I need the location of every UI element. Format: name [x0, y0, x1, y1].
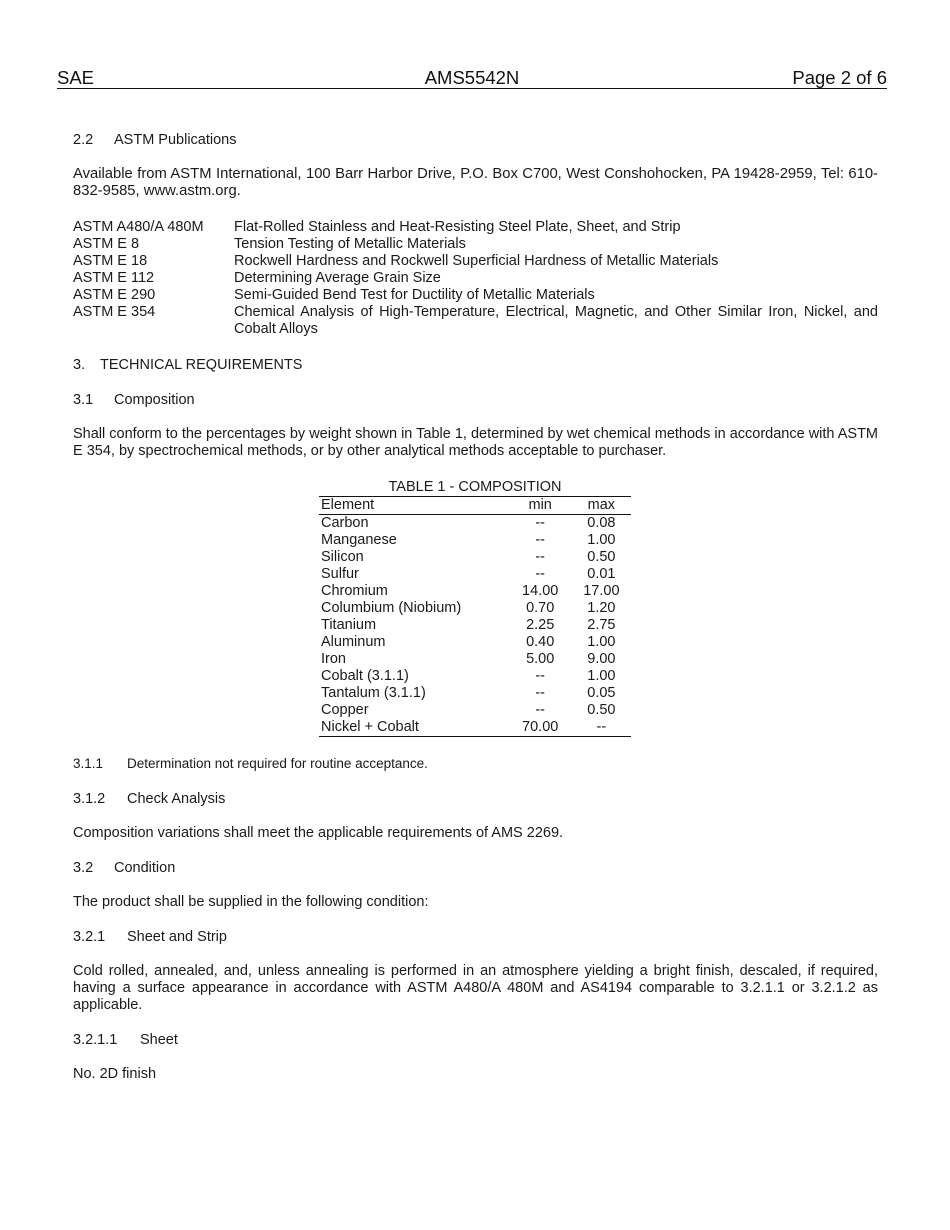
- header-org: SAE: [57, 67, 95, 88]
- max-cell: --: [596, 719, 607, 735]
- section-number: 3.1.2: [73, 791, 106, 807]
- element-cell: Titanium: [321, 617, 377, 633]
- section-title: Condition: [114, 860, 176, 876]
- reference-title: Semi-Guided Bend Test for Ductility of Metallic Materials: [234, 287, 595, 303]
- table-row: [319, 651, 631, 668]
- element-cell: Sulfur: [321, 566, 359, 582]
- section-title: Sheet: [140, 1032, 178, 1048]
- max-cell: 1.20: [587, 600, 616, 616]
- reference-title: Tension Testing of Metallic Materials: [234, 236, 466, 252]
- section-2-2-heading: [73, 131, 878, 149]
- table-row: [319, 668, 631, 685]
- header-page-number: Page 2 of 6: [792, 67, 887, 88]
- section-title: TECHNICAL REQUIREMENTS: [100, 357, 303, 373]
- max-cell: 0.08: [587, 515, 616, 531]
- max-cell: 2.75: [587, 617, 616, 633]
- reference-row: [73, 253, 878, 270]
- reference-title: Determining Average Grain Size: [234, 270, 441, 286]
- column-header-element: Element: [321, 497, 375, 513]
- composition-paragraph: Shall conform to the percentages by weight shown in Table 1, determined by wet chemical methods in accordance with ASTM E 354, by spectrochemical methods, or by other analytical methods acceptable to purchaser.: [73, 426, 878, 459]
- table-1-title: TABLE 1 - COMPOSITION: [388, 479, 562, 495]
- sheet-and-strip-paragraph: Cold rolled, annealed, and, unless annealing is performed in an atmosphere yielding a bright finish, descaled, if required, having a surface appearance in accordance with ASTM A480/A 480M and AS4194 comparable to 3.2.1.1 or 3.2.1.2 as applicable.: [73, 963, 878, 1013]
- max-cell: 17.00: [583, 583, 620, 599]
- max-cell: 0.05: [587, 685, 616, 701]
- section-number: 3.1.1: [73, 756, 104, 771]
- element-cell: Cobalt (3.1.1): [321, 668, 409, 684]
- table-row: [319, 583, 631, 600]
- min-cell: 0.70: [526, 600, 555, 616]
- reference-title: Rockwell Hardness and Rockwell Superficial Hardness of Metallic Materials: [234, 253, 719, 269]
- max-cell: 0.50: [587, 549, 616, 565]
- min-cell: --: [535, 702, 546, 718]
- element-cell: Chromium: [321, 583, 388, 599]
- max-cell: 0.01: [587, 566, 616, 582]
- reference-code: ASTM A480/A 480M: [73, 219, 204, 235]
- reference-row: [73, 270, 878, 287]
- reference-row: [73, 219, 878, 236]
- table-row: [319, 515, 631, 533]
- page-header: [57, 67, 887, 89]
- section-number: 3.1: [73, 392, 94, 408]
- table-row: [319, 617, 631, 634]
- min-cell: --: [535, 668, 546, 684]
- astm-availability-paragraph: Available from ASTM International, 100 Barr Harbor Drive, P.O. Box C700, West Conshohocken, PA 19428-2959, Tel: 610-832-9585, www.astm.org.: [73, 166, 878, 199]
- condition-paragraph: The product shall be supplied in the following condition:: [73, 894, 429, 910]
- element-cell: Copper: [321, 702, 369, 718]
- section-3-1-heading: [73, 391, 878, 409]
- table-row: [319, 719, 631, 737]
- reference-code: ASTM E 8: [73, 236, 140, 252]
- section-number: 3.: [73, 357, 86, 373]
- section-title: ASTM Publications: [114, 132, 237, 148]
- min-cell: --: [535, 549, 546, 565]
- max-cell: 1.00: [587, 532, 616, 548]
- reference-title: Flat-Rolled Stainless and Heat-Resisting Steel Plate, Sheet, and Strip: [234, 219, 681, 235]
- min-cell: --: [535, 532, 546, 548]
- min-cell: 5.00: [526, 651, 555, 667]
- section-3-2-1-heading: [73, 928, 878, 946]
- max-cell: 1.00: [587, 668, 616, 684]
- table-row: [319, 532, 631, 549]
- section-number: 2.2: [73, 132, 94, 148]
- section-number: 3.2.1: [73, 929, 106, 945]
- column-header-max: max: [587, 497, 616, 513]
- table-row: [319, 702, 631, 719]
- element-cell: Iron: [321, 651, 346, 667]
- max-cell: 0.50: [587, 702, 616, 718]
- section-number: 3.2: [73, 860, 94, 876]
- reference-code: ASTM E 290: [73, 287, 156, 303]
- section-title: Check Analysis: [127, 791, 226, 807]
- section-3-2-heading: [73, 859, 878, 877]
- reference-title: Chemical Analysis of High-Temperature, Electrical, Magnetic, and Other Similar Iron, Nickel, and Cobalt Alloys: [234, 304, 878, 337]
- astm-reference-list: [73, 219, 878, 338]
- table-row: [319, 634, 631, 651]
- table-row: [319, 566, 631, 583]
- reference-row: [73, 236, 878, 253]
- section-3-1-1: [73, 755, 878, 773]
- element-cell: Nickel + Cobalt: [321, 719, 419, 735]
- section-title: Sheet and Strip: [127, 929, 227, 945]
- max-cell: 9.00: [587, 651, 616, 667]
- page-body: [73, 131, 878, 1083]
- min-cell: --: [535, 515, 546, 531]
- reference-row: [73, 304, 878, 338]
- check-analysis-paragraph: Composition variations shall meet the applicable requirements of AMS 2269.: [73, 825, 564, 841]
- reference-code: ASTM E 354: [73, 304, 156, 320]
- min-cell: 2.25: [526, 617, 555, 633]
- section-text: Determination not required for routine acceptance.: [127, 756, 428, 771]
- table-row: [319, 685, 631, 702]
- element-cell: Aluminum: [321, 634, 386, 650]
- min-cell: 70.00: [522, 719, 559, 735]
- min-cell: 0.40: [526, 634, 555, 650]
- section-3-2-1-1-heading: [73, 1031, 878, 1049]
- element-cell: Manganese: [321, 532, 397, 548]
- max-cell: 1.00: [587, 634, 616, 650]
- min-cell: 14.00: [522, 583, 559, 599]
- section-3-1-2-heading: [73, 790, 878, 808]
- column-header-min: min: [528, 497, 552, 513]
- element-cell: Silicon: [321, 549, 364, 565]
- table-row: [319, 549, 631, 566]
- element-cell: Tantalum (3.1.1): [321, 685, 426, 701]
- min-cell: --: [535, 685, 546, 701]
- composition-table: [319, 496, 631, 737]
- table-header-row: [319, 497, 631, 515]
- sheet-finish-paragraph: No. 2D finish: [73, 1066, 157, 1082]
- header-doc-number: AMS5542N: [424, 67, 520, 88]
- section-3-heading: [73, 356, 878, 374]
- table-row: [319, 600, 631, 617]
- min-cell: --: [535, 566, 546, 582]
- section-title: Composition: [114, 392, 195, 408]
- element-cell: Carbon: [321, 515, 369, 531]
- reference-code: ASTM E 18: [73, 253, 148, 269]
- section-number: 3.2.1.1: [73, 1032, 118, 1048]
- element-cell: Columbium (Niobium): [321, 600, 462, 616]
- reference-row: [73, 287, 878, 304]
- reference-code: ASTM E 112: [73, 270, 155, 286]
